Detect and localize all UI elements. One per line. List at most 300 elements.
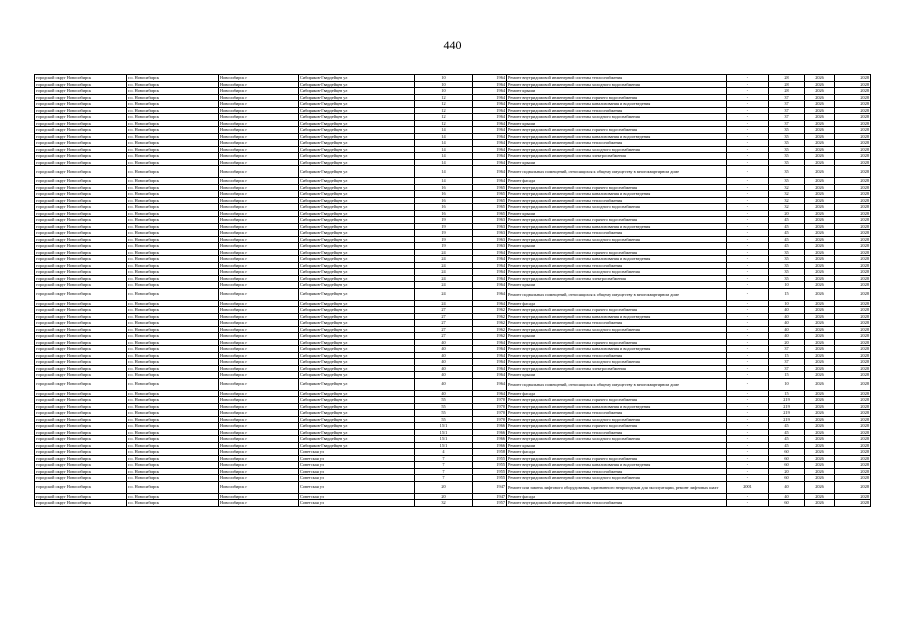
locality-cell: Новосибирск г (219, 127, 299, 134)
plan-start-year-cell: 2026 (805, 300, 835, 307)
plan-end-year-cell: 2028 (835, 352, 871, 359)
work-type-cell: Ремонт внутридомовой инженерной системы теплоснабжения (507, 107, 727, 114)
admin-center-cell: г.о. Новосибирск (127, 403, 219, 410)
build-year-cell: 1964 (473, 262, 507, 269)
house-number-cell: 12 (415, 101, 473, 108)
house-number-cell: 12 (415, 120, 473, 127)
build-year-cell: 1947 (473, 493, 507, 500)
build-year-cell: 1964 (473, 378, 507, 390)
plan-start-year-cell: 2026 (805, 127, 835, 134)
work-type-cell: Ремонт крыши (507, 243, 727, 250)
cost-cell: - (727, 282, 769, 289)
work-type-cell: Ремонт внутридомовой инженерной системы канализования и водоотведения (507, 462, 727, 469)
work-type-cell: Ремонт крыши (507, 159, 727, 166)
build-year-cell: 1962 (473, 313, 507, 320)
district-cell: городской округ Новосибирск (35, 288, 127, 300)
work-type-cell: Ремонт подвальных помещений, относящихся к общему имуществу в многоквартирном доме (507, 378, 727, 390)
count-cell: 28 (769, 75, 805, 82)
admin-center-cell: г.о. Новосибирск (127, 94, 219, 101)
plan-end-year-cell: 2028 (835, 462, 871, 469)
district-cell: городской округ Новосибирск (35, 462, 127, 469)
district-cell: городской округ Новосибирск (35, 449, 127, 456)
cost-cell: - (727, 249, 769, 256)
build-year-cell: 1964 (473, 372, 507, 379)
count-cell: 40 (769, 307, 805, 314)
plan-start-year-cell: 2026 (805, 455, 835, 462)
street-cell: Сибиряков-Гвардейцев ул (299, 339, 415, 346)
admin-center-cell: г.о. Новосибирск (127, 282, 219, 289)
plan-start-year-cell: 2026 (805, 500, 835, 507)
locality-cell: Новосибирск г (219, 365, 299, 372)
cost-cell: - (727, 230, 769, 237)
street-cell: Сибиряков-Гвардейцев ул (299, 346, 415, 353)
count-cell: 20 (769, 210, 805, 217)
work-type-cell: Ремонт подвальных помещений, относящихся к общему имуществу в многоквартирном доме (507, 166, 727, 178)
count-cell: 37 (769, 114, 805, 121)
house-number-cell: 20 (415, 481, 473, 493)
plan-end-year-cell: 2028 (835, 397, 871, 404)
district-cell: городской округ Новосибирск (35, 269, 127, 276)
locality-cell: Новосибирск г (219, 94, 299, 101)
cost-cell: - (727, 94, 769, 101)
district-cell: городской округ Новосибирск (35, 191, 127, 198)
admin-center-cell: г.о. Новосибирск (127, 256, 219, 263)
build-year-cell: 1964 (473, 101, 507, 108)
work-type-cell: Ремонт внутридомовой инженерной системы теплоснабжения (507, 230, 727, 237)
plan-end-year-cell: 2028 (835, 127, 871, 134)
district-cell: городской округ Новосибирск (35, 166, 127, 178)
build-year-cell: 1966 (473, 423, 507, 430)
street-cell: Сибиряков-Гвардейцев ул (299, 249, 415, 256)
locality-cell: Новосибирск г (219, 346, 299, 353)
count-cell: 37 (769, 346, 805, 353)
plan-start-year-cell: 2026 (805, 481, 835, 493)
cost-cell: - (727, 500, 769, 507)
build-year-cell: 1962 (473, 307, 507, 314)
work-type-cell: Ремонт или замена лифтового оборудования, признанного непригодным для эксплуатации, ремонт лифтовых шахт (507, 481, 727, 493)
street-cell: Советская ул (299, 468, 415, 475)
admin-center-cell: г.о. Новосибирск (127, 320, 219, 327)
district-cell: городской округ Новосибирск (35, 146, 127, 153)
house-number-cell: 24 (415, 256, 473, 263)
district-cell: городской округ Новосибирск (35, 262, 127, 269)
work-type-cell: Ремонт внутридомовой инженерной системы теплоснабжения (507, 429, 727, 436)
work-type-cell: Ремонт внутридомовой инженерной системы теплоснабжения (507, 140, 727, 147)
district-cell: городской округ Новосибирск (35, 153, 127, 160)
street-cell: Сибиряков-Гвардейцев ул (299, 101, 415, 108)
house-number-cell: 14 (415, 166, 473, 178)
work-type-cell: Ремонт внутридомовой инженерной системы теплоснабжения (507, 352, 727, 359)
locality-cell: Новосибирск г (219, 436, 299, 443)
locality-cell: Новосибирск г (219, 184, 299, 191)
work-type-cell: Ремонт внутридомовой инженерной системы холодного водоснабжения (507, 236, 727, 243)
work-type-cell: Ремонт подвальных помещений, относящихся к общему имуществу в многоквартирном доме (507, 288, 727, 300)
count-cell: 10 (769, 378, 805, 390)
plan-end-year-cell: 2028 (835, 101, 871, 108)
build-year-cell: 1964 (473, 178, 507, 185)
build-year-cell: 1965 (473, 197, 507, 204)
plan-start-year-cell: 2026 (805, 288, 835, 300)
district-cell: городской округ Новосибирск (35, 204, 127, 211)
street-cell: Сибиряков-Гвардейцев ул (299, 320, 415, 327)
admin-center-cell: г.о. Новосибирск (127, 243, 219, 250)
house-number-cell: 14 (415, 159, 473, 166)
locality-cell: Новосибирск г (219, 133, 299, 140)
cost-cell: - (727, 75, 769, 82)
build-year-cell: 1964 (473, 282, 507, 289)
cost-cell: - (727, 333, 769, 340)
cost-cell: - (727, 493, 769, 500)
street-cell: Сибиряков-Гвардейцев ул (299, 178, 415, 185)
count-cell: 60 (769, 500, 805, 507)
locality-cell: Новосибирск г (219, 352, 299, 359)
locality-cell: Новосибирск г (219, 256, 299, 263)
locality-cell: Новосибирск г (219, 249, 299, 256)
district-cell: городской округ Новосибирск (35, 81, 127, 88)
house-number-cell: 10 (415, 88, 473, 95)
count-cell: 40 (769, 481, 805, 493)
cost-cell: - (727, 390, 769, 397)
work-type-cell: Ремонт внутридомовой инженерной системы канализования и водоотведения (507, 313, 727, 320)
locality-cell: Новосибирск г (219, 81, 299, 88)
admin-center-cell: г.о. Новосибирск (127, 127, 219, 134)
build-year-cell: 1957 (473, 500, 507, 507)
admin-center-cell: г.о. Новосибирск (127, 191, 219, 198)
house-number-cell: 19 (415, 230, 473, 237)
plan-start-year-cell: 2026 (805, 243, 835, 250)
plan-start-year-cell: 2026 (805, 191, 835, 198)
plan-start-year-cell: 2026 (805, 197, 835, 204)
admin-center-cell: г.о. Новосибирск (127, 468, 219, 475)
table-row (35, 166, 871, 178)
admin-center-cell: г.о. Новосибирск (127, 184, 219, 191)
locality-cell: Новосибирск г (219, 397, 299, 404)
count-cell: 35 (769, 153, 805, 160)
admin-center-cell: г.о. Новосибирск (127, 223, 219, 230)
plan-end-year-cell: 2028 (835, 339, 871, 346)
district-cell: городской округ Новосибирск (35, 210, 127, 217)
count-cell: 28 (769, 81, 805, 88)
work-type-cell: Ремонт внутридомовой инженерной системы горячего водоснабжения (507, 94, 727, 101)
cost-cell: - (727, 133, 769, 140)
house-number-cell: 14 (415, 146, 473, 153)
plan-end-year-cell: 2028 (835, 390, 871, 397)
plan-end-year-cell: 2028 (835, 275, 871, 282)
admin-center-cell: г.о. Новосибирск (127, 217, 219, 224)
cost-cell: - (727, 423, 769, 430)
house-number-cell: 27 (415, 313, 473, 320)
locality-cell: Новосибирск г (219, 429, 299, 436)
plan-start-year-cell: 2026 (805, 114, 835, 121)
district-cell: городской округ Новосибирск (35, 436, 127, 443)
house-number-cell: 27 (415, 326, 473, 333)
count-cell: 45 (769, 436, 805, 443)
admin-center-cell: г.о. Новосибирск (127, 416, 219, 423)
street-cell: Сибиряков-Гвардейцев ул (299, 275, 415, 282)
admin-center-cell: г.о. Новосибирск (127, 462, 219, 469)
cost-cell: - (727, 320, 769, 327)
street-cell: Сибиряков-Гвардейцев ул (299, 197, 415, 204)
build-year-cell: 1958 (473, 449, 507, 456)
cost-cell: - (727, 397, 769, 404)
plan-start-year-cell: 2026 (805, 75, 835, 82)
plan-start-year-cell: 2026 (805, 397, 835, 404)
plan-end-year-cell: 2028 (835, 159, 871, 166)
locality-cell: Новосибирск г (219, 120, 299, 127)
admin-center-cell: г.о. Новосибирск (127, 88, 219, 95)
district-cell: городской округ Новосибирск (35, 243, 127, 250)
street-cell: Сибиряков-Гвардейцев ул (299, 146, 415, 153)
admin-center-cell: г.о. Новосибирск (127, 423, 219, 430)
district-cell: городской округ Новосибирск (35, 114, 127, 121)
house-number-cell: 7 (415, 462, 473, 469)
admin-center-cell: г.о. Новосибирск (127, 352, 219, 359)
build-year-cell: 1955 (473, 462, 507, 469)
street-cell: Сибиряков-Гвардейцев ул (299, 372, 415, 379)
house-number-cell: 19 (415, 236, 473, 243)
district-cell: городской округ Новосибирск (35, 159, 127, 166)
street-cell: Сибиряков-Гвардейцев ул (299, 140, 415, 147)
cost-cell: - (727, 120, 769, 127)
plan-start-year-cell: 2026 (805, 269, 835, 276)
locality-cell: Новосибирск г (219, 326, 299, 333)
locality-cell: Новосибирск г (219, 88, 299, 95)
street-cell: Сибиряков-Гвардейцев ул (299, 410, 415, 417)
plan-end-year-cell: 2028 (835, 230, 871, 237)
plan-end-year-cell: 2028 (835, 359, 871, 366)
admin-center-cell: г.о. Новосибирск (127, 449, 219, 456)
plan-end-year-cell: 2028 (835, 307, 871, 314)
house-number-cell: 14 (415, 140, 473, 147)
plan-end-year-cell: 2028 (835, 423, 871, 430)
cost-cell: - (727, 378, 769, 390)
work-type-cell: Ремонт внутридомовой инженерной системы горячего водоснабжения (507, 217, 727, 224)
cost-cell: - (727, 300, 769, 307)
plan-start-year-cell: 2026 (805, 210, 835, 217)
locality-cell: Новосибирск г (219, 101, 299, 108)
build-year-cell: 1964 (473, 256, 507, 263)
admin-center-cell: г.о. Новосибирск (127, 455, 219, 462)
cost-cell: - (727, 455, 769, 462)
work-type-cell: Ремонт фасада (507, 390, 727, 397)
locality-cell: Новосибирск г (219, 217, 299, 224)
build-year-cell: 1964 (473, 153, 507, 160)
build-year-cell: 1964 (473, 114, 507, 121)
cost-cell: - (727, 88, 769, 95)
locality-cell: Новосибирск г (219, 339, 299, 346)
build-year-cell: 1955 (473, 475, 507, 482)
district-cell: городской округ Новосибирск (35, 307, 127, 314)
street-cell: Сибиряков-Гвардейцев ул (299, 159, 415, 166)
admin-center-cell: г.о. Новосибирск (127, 81, 219, 88)
street-cell: Советская ул (299, 455, 415, 462)
build-year-cell: 1970 (473, 410, 507, 417)
district-cell: городской округ Новосибирск (35, 75, 127, 82)
work-type-cell: Ремонт внутридомовой инженерной системы электроснабжения (507, 153, 727, 160)
street-cell: Советская ул (299, 462, 415, 469)
cost-cell: - (727, 346, 769, 353)
plan-start-year-cell: 2026 (805, 326, 835, 333)
cost-cell: - (727, 462, 769, 469)
street-cell: Сибиряков-Гвардейцев ул (299, 436, 415, 443)
plan-end-year-cell: 2028 (835, 184, 871, 191)
plan-start-year-cell: 2026 (805, 403, 835, 410)
work-type-cell: Ремонт внутридомовой инженерной системы теплоснабжения (507, 262, 727, 269)
locality-cell: Новосибирск г (219, 462, 299, 469)
house-number-cell: 12 (415, 114, 473, 121)
house-number-cell: 15/1 (415, 429, 473, 436)
work-type-cell: Ремонт внутридомовой инженерной системы холодного водоснабжения (507, 416, 727, 423)
work-type-cell: Ремонт внутридомовой инженерной системы теплоснабжения (507, 197, 727, 204)
plan-end-year-cell: 2028 (835, 256, 871, 263)
count-cell: 32 (769, 184, 805, 191)
street-cell: Сибиряков-Гвардейцев ул (299, 256, 415, 263)
plan-start-year-cell: 2026 (805, 493, 835, 500)
plan-end-year-cell: 2028 (835, 236, 871, 243)
district-cell: городской округ Новосибирск (35, 500, 127, 507)
street-cell: Сибиряков-Гвардейцев ул (299, 416, 415, 423)
work-type-cell: Ремонт внутридомовой инженерной системы горячего водоснабжения (507, 339, 727, 346)
plan-start-year-cell: 2026 (805, 275, 835, 282)
build-year-cell: 1965 (473, 191, 507, 198)
house-number-cell: 16 (415, 210, 473, 217)
admin-center-cell: г.о. Новосибирск (127, 146, 219, 153)
count-cell: 37 (769, 107, 805, 114)
district-cell: городской округ Новосибирск (35, 313, 127, 320)
admin-center-cell: г.о. Новосибирск (127, 378, 219, 390)
plan-start-year-cell: 2026 (805, 320, 835, 327)
build-year-cell: 1964 (473, 127, 507, 134)
district-cell: городской округ Новосибирск (35, 455, 127, 462)
count-cell: 40 (769, 493, 805, 500)
house-number-cell: 40 (415, 390, 473, 397)
locality-cell: Новосибирск г (219, 153, 299, 160)
locality-cell: Новосибирск г (219, 262, 299, 269)
admin-center-cell: г.о. Новосибирск (127, 333, 219, 340)
street-cell: Советская ул (299, 475, 415, 482)
house-number-cell: 15/1 (415, 436, 473, 443)
locality-cell: Новосибирск г (219, 313, 299, 320)
count-cell: 45 (769, 243, 805, 250)
work-type-cell: Ремонт крыши (507, 333, 727, 340)
plan-end-year-cell: 2028 (835, 313, 871, 320)
admin-center-cell: г.о. Новосибирск (127, 166, 219, 178)
count-cell: 40 (769, 313, 805, 320)
locality-cell: Новосибирск г (219, 178, 299, 185)
locality-cell: Новосибирск г (219, 191, 299, 198)
street-cell: Сибиряков-Гвардейцев ул (299, 300, 415, 307)
locality-cell: Новосибирск г (219, 114, 299, 121)
house-number-cell: 15/1 (415, 442, 473, 449)
work-type-cell: Ремонт внутридомовой инженерной системы электроснабжения (507, 365, 727, 372)
locality-cell: Новосибирск г (219, 455, 299, 462)
plan-start-year-cell: 2026 (805, 378, 835, 390)
build-year-cell: 1963 (473, 236, 507, 243)
build-year-cell: 1963 (473, 230, 507, 237)
build-year-cell: 1966 (473, 429, 507, 436)
admin-center-cell: г.о. Новосибирск (127, 120, 219, 127)
house-number-cell: 12 (415, 107, 473, 114)
district-cell: городской округ Новосибирск (35, 184, 127, 191)
cost-cell: 2001 (727, 481, 769, 493)
plan-start-year-cell: 2026 (805, 101, 835, 108)
work-type-cell: Ремонт внутридомовой инженерной системы горячего водоснабжения (507, 455, 727, 462)
work-type-cell: Ремонт внутридомовой инженерной системы холодного водоснабжения (507, 114, 727, 121)
cost-cell: - (727, 217, 769, 224)
street-cell: Советская ул (299, 493, 415, 500)
count-cell: 45 (769, 230, 805, 237)
district-cell: городской округ Новосибирск (35, 423, 127, 430)
count-cell: 37 (769, 359, 805, 366)
admin-center-cell: г.о. Новосибирск (127, 230, 219, 237)
admin-center-cell: г.о. Новосибирск (127, 493, 219, 500)
admin-center-cell: г.о. Новосибирск (127, 365, 219, 372)
cost-cell: - (727, 178, 769, 185)
build-year-cell: 1964 (473, 81, 507, 88)
cost-cell: - (727, 403, 769, 410)
street-cell: Сибиряков-Гвардейцев ул (299, 333, 415, 340)
locality-cell: Новосибирск г (219, 210, 299, 217)
locality-cell: Новосибирск г (219, 107, 299, 114)
work-type-cell: Ремонт внутридомовой инженерной системы теплоснабжения (507, 468, 727, 475)
plan-end-year-cell: 2028 (835, 300, 871, 307)
work-type-cell: Ремонт внутридомовой инженерной системы теплоснабжения (507, 75, 727, 82)
street-cell: Сибиряков-Гвардейцев ул (299, 223, 415, 230)
admin-center-cell: г.о. Новосибирск (127, 481, 219, 493)
plan-end-year-cell: 2028 (835, 282, 871, 289)
plan-start-year-cell: 2026 (805, 81, 835, 88)
plan-start-year-cell: 2026 (805, 429, 835, 436)
house-number-cell: 55 (415, 397, 473, 404)
build-year-cell: 1963 (473, 217, 507, 224)
house-number-cell: 19 (415, 217, 473, 224)
plan-end-year-cell: 2028 (835, 81, 871, 88)
work-type-cell: Ремонт внутридомовой инженерной системы теплоснабжения (507, 410, 727, 417)
locality-cell: Новосибирск г (219, 500, 299, 507)
cost-cell: - (727, 223, 769, 230)
district-cell: городской округ Новосибирск (35, 217, 127, 224)
work-type-cell: Ремонт внутридомовой инженерной системы теплоснабжения (507, 320, 727, 327)
house-number-cell: 16 (415, 197, 473, 204)
district-cell: городской округ Новосибирск (35, 320, 127, 327)
street-cell: Сибиряков-Гвардейцев ул (299, 288, 415, 300)
cost-cell: - (727, 307, 769, 314)
work-type-cell: Ремонт фасада (507, 300, 727, 307)
plan-end-year-cell: 2028 (835, 120, 871, 127)
count-cell: 45 (769, 217, 805, 224)
street-cell: Сибиряков-Гвардейцев ул (299, 94, 415, 101)
plan-start-year-cell: 2026 (805, 352, 835, 359)
house-number-cell: 7 (415, 475, 473, 482)
count-cell: 37 (769, 94, 805, 101)
count-cell: 35 (769, 133, 805, 140)
work-type-cell: Ремонт внутридомовой инженерной системы горячего водоснабжения (507, 423, 727, 430)
count-cell: 219 (769, 403, 805, 410)
count-cell: 20 (769, 339, 805, 346)
count-cell: 60 (769, 462, 805, 469)
admin-center-cell: г.о. Новосибирск (127, 397, 219, 404)
cost-cell: - (727, 442, 769, 449)
house-number-cell: 10 (415, 75, 473, 82)
build-year-cell: 1964 (473, 339, 507, 346)
plan-start-year-cell: 2026 (805, 140, 835, 147)
plan-start-year-cell: 2026 (805, 107, 835, 114)
cost-cell: - (727, 313, 769, 320)
build-year-cell: 1964 (473, 269, 507, 276)
street-cell: Сибиряков-Гвардейцев ул (299, 262, 415, 269)
work-type-cell: Ремонт внутридомовой инженерной системы канализования и водоотведения (507, 133, 727, 140)
work-type-cell: Ремонт фасада (507, 449, 727, 456)
